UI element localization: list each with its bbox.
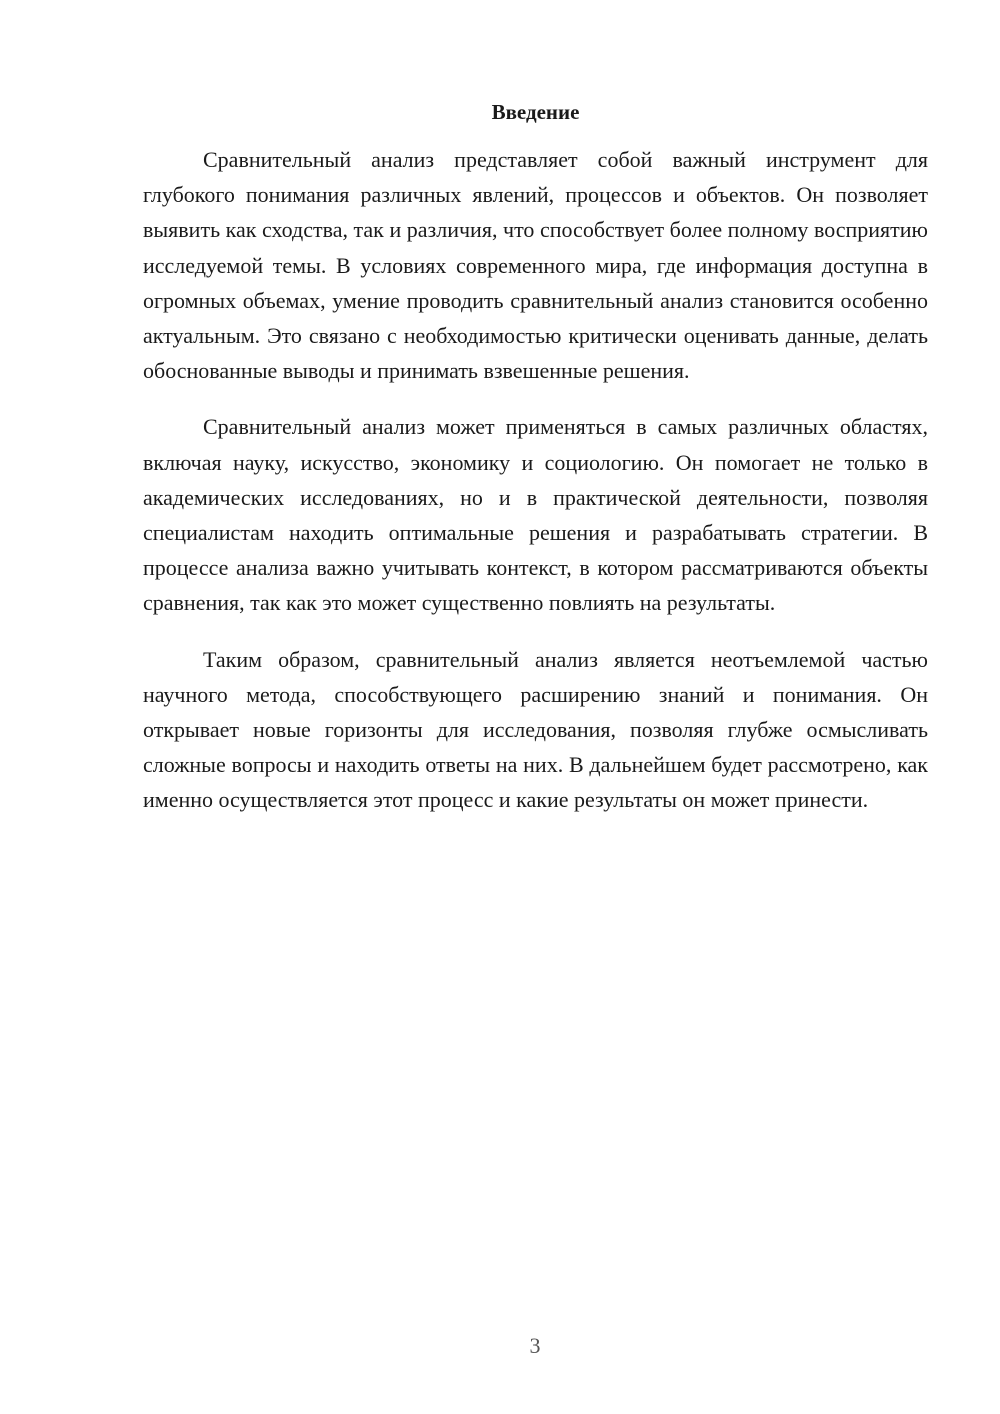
section-title: Введение xyxy=(491,100,580,124)
page-content xyxy=(143,97,928,818)
page-number: 3 xyxy=(529,1333,541,1358)
paragraph-2: Сравнительный анализ может применяться в самых различных областях, включая науку, искусство, экономику и социологию. Он помогает не только в академических исследованиях, но и в практической деятельности, позволяя специалистам находить оптимальные решения и разрабатывать стратегии. В процессе анализа важно учитывать контекст, в котором рассматриваются объекты сравнения, так как это может существенно повлиять на результаты. xyxy=(143,414,928,616)
paragraph-1: Сравнительный анализ представляет собой важный инструмент для глубокого понимания различных явлений, процессов и объектов. Он позволяет выявить как сходства, так и различия, что способствует более полному восприятию исследуемой темы. В условиях современного мира, где информация доступна в огромных объемах, умение проводить сравнительный анализ становится особенно актуальным. Это связано с необходимостью критически оценивать данные, делать обоснованные выводы и принимать взвешенные решения. xyxy=(143,147,928,384)
paragraph-3: Таким образом, сравнительный анализ является неотъемлемой частью научного метода, способствующего расширению знаний и понимания. Он открывает новые горизонты для исследования, позволяя глубже осмысливать сложные вопросы и находить ответы на них. В дальнейшем будет рассмотрено, как именно осуществляется этот процесс и какие результаты он может принести. xyxy=(143,646,928,813)
